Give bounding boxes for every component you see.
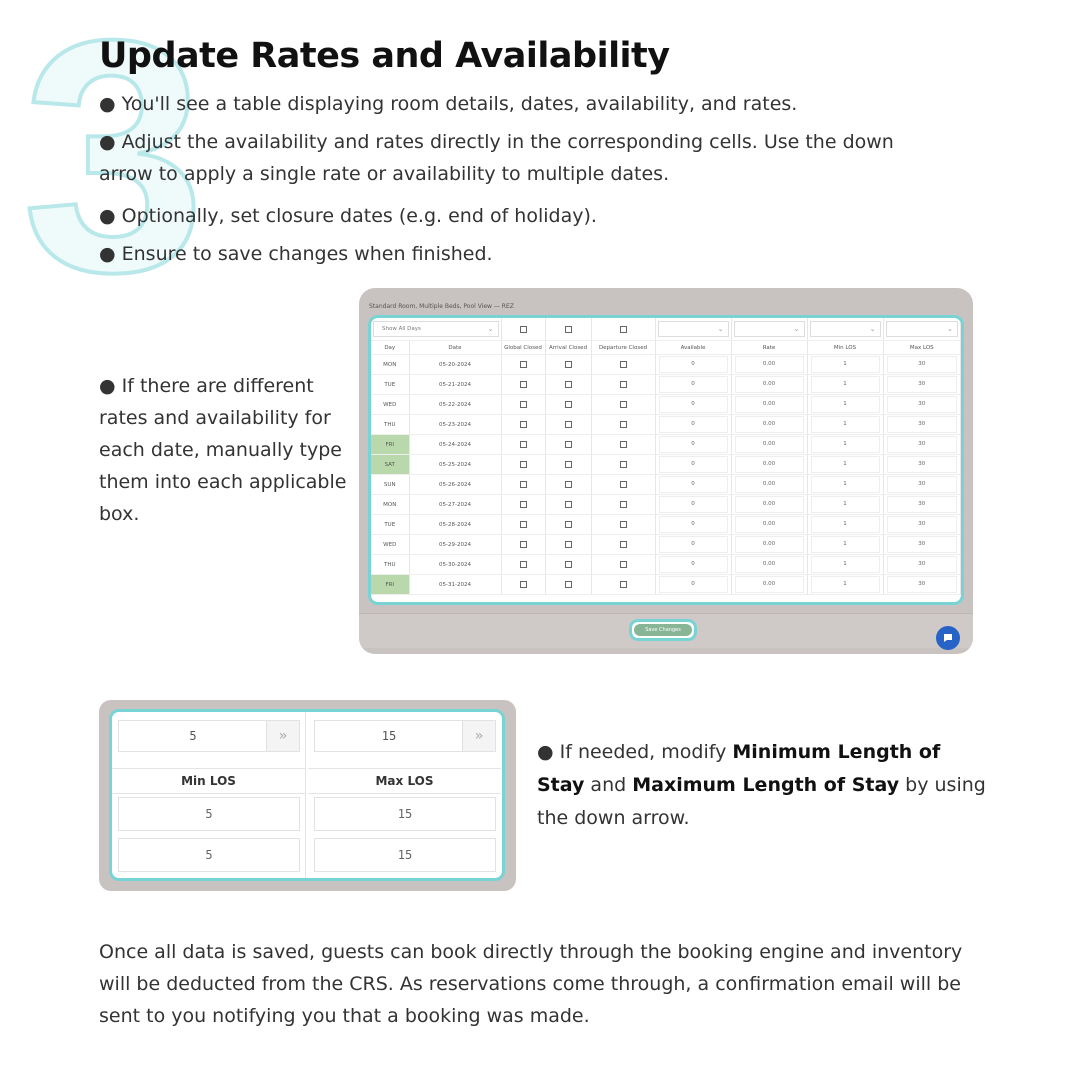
arrival-closed-checkbox[interactable] — [565, 481, 572, 488]
departure-closed-checkbox[interactable] — [620, 441, 627, 448]
available-bulk-select[interactable] — [658, 321, 729, 337]
bullet-save-changes: ● Ensure to save changes when finished. — [99, 243, 493, 265]
min-los-input[interactable]: 1 — [811, 496, 880, 513]
arrival-closed-checkbox[interactable] — [565, 381, 572, 388]
departure-closed-checkbox[interactable] — [620, 541, 627, 548]
max-los-header: Max LOS — [308, 768, 501, 794]
date-cell: 05-27-2024 — [409, 495, 501, 515]
day-cell: SUN — [371, 475, 409, 495]
max-los-input[interactable]: 15 — [314, 838, 496, 872]
min-los-column — [112, 712, 306, 881]
global-closed-checkbox[interactable] — [520, 361, 527, 368]
max-los-input[interactable]: 30 — [887, 396, 957, 413]
date-cell: 05-21-2024 — [409, 375, 501, 395]
day-filter-select[interactable]: Show All Days ⌄ — [373, 321, 499, 337]
rate-bulk-select[interactable] — [734, 321, 805, 337]
col-header-arrival-closed: Arrival Closed — [545, 341, 591, 355]
chevron-down-icon: ⌄ — [717, 325, 724, 333]
min-los-select[interactable]: 5 » — [118, 720, 300, 752]
departure-closed-checkbox[interactable] — [620, 361, 627, 368]
bullet-manual-entry: ● If there are different rates and availability for each date, manually type them into each applicable box. — [99, 375, 347, 525]
arrival-closed-checkbox[interactable] — [565, 401, 572, 408]
max-los-select[interactable]: 15 » — [314, 720, 496, 752]
table-row — [371, 355, 961, 375]
min-los-input[interactable]: 1 — [811, 476, 880, 493]
min-los-input[interactable]: 1 — [811, 516, 880, 533]
max-los-input[interactable]: 30 — [887, 556, 957, 573]
rates-table-highlight — [368, 315, 964, 605]
max-los-input[interactable]: 30 — [887, 356, 957, 373]
rate-input[interactable]: 0.00 — [735, 556, 804, 573]
col-header-max-los: Max LOS — [883, 341, 960, 355]
min-los-input[interactable]: 1 — [811, 436, 880, 453]
table-row — [371, 375, 961, 395]
rate-input[interactable]: 0.00 — [735, 516, 804, 533]
arrival-closed-checkbox[interactable] — [565, 521, 572, 528]
rates-table — [371, 318, 961, 595]
date-cell: 05-24-2024 — [409, 435, 501, 455]
available-input[interactable]: 0 — [659, 356, 728, 373]
day-cell: FRI — [371, 435, 409, 455]
bullet-table-overview: ● You'll see a table displaying room details, dates, availability, and rates. — [99, 93, 798, 115]
max-los-input[interactable]: 30 — [887, 376, 957, 393]
date-cell: 05-31-2024 — [409, 575, 501, 595]
day-cell: THU — [371, 555, 409, 575]
double-chevron-down-icon[interactable]: » — [266, 721, 299, 751]
available-input[interactable]: 0 — [659, 436, 728, 453]
departure-closed-checkbox[interactable] — [620, 501, 627, 508]
rate-input[interactable]: 0.00 — [735, 476, 804, 493]
available-input[interactable]: 0 — [659, 416, 728, 433]
departure-closed-checkbox[interactable] — [620, 561, 627, 568]
min-los-input[interactable]: 1 — [811, 556, 880, 573]
departure-closed-checkbox[interactable] — [620, 521, 627, 528]
col-header-rate: Rate — [731, 341, 807, 355]
table-row — [371, 455, 961, 475]
min-los-input[interactable]: 1 — [811, 356, 880, 373]
arrival-closed-checkbox[interactable] — [565, 561, 572, 568]
los-zoom-highlight — [109, 709, 505, 881]
arrival-closed-all-checkbox[interactable] — [565, 326, 572, 333]
day-cell: WED — [371, 395, 409, 415]
arrival-closed-checkbox[interactable] — [565, 581, 572, 588]
table-row — [371, 495, 961, 515]
rate-input[interactable]: 0.00 — [735, 496, 804, 513]
closing-paragraph: Once all data is saved, guests can book directly through the booking engine and inventory will be deducted from the CRS. As reservations come through, a confirmation email will be sent to you notifying you that a booking was made. — [99, 941, 963, 1027]
max-los-input[interactable]: 30 — [887, 516, 957, 533]
departure-closed-checkbox[interactable] — [620, 461, 627, 468]
arrival-closed-checkbox[interactable] — [565, 441, 572, 448]
table-row — [371, 515, 961, 535]
arrival-closed-checkbox[interactable] — [565, 461, 572, 468]
chat-button[interactable] — [936, 626, 960, 650]
date-cell: 05-20-2024 — [409, 355, 501, 375]
min-los-input[interactable]: 1 — [811, 416, 880, 433]
arrival-closed-checkbox[interactable] — [565, 421, 572, 428]
arrival-closed-checkbox[interactable] — [565, 501, 572, 508]
bullet-adjust-cells: ● Adjust the availability and rates directly in the corresponding cells. Use the down arrow to apply a single rate or availability to multiple dates. — [99, 131, 894, 185]
min-los-input[interactable]: 5 — [118, 838, 300, 872]
global-closed-all-checkbox[interactable] — [520, 326, 527, 333]
day-cell: MON — [371, 495, 409, 515]
global-closed-checkbox[interactable] — [520, 521, 527, 528]
global-closed-checkbox[interactable] — [520, 401, 527, 408]
departure-closed-checkbox[interactable] — [620, 481, 627, 488]
table-row — [371, 415, 961, 435]
max-los-input[interactable]: 30 — [887, 436, 957, 453]
available-input[interactable]: 0 — [659, 516, 728, 533]
day-cell: WED — [371, 535, 409, 555]
global-closed-checkbox[interactable] — [520, 581, 527, 588]
day-cell: MON — [371, 355, 409, 375]
available-input[interactable]: 0 — [659, 456, 728, 473]
min-los-input[interactable]: 1 — [811, 376, 880, 393]
table-row — [371, 435, 961, 455]
save-changes-highlight — [629, 619, 697, 641]
rates-table-screenshot — [359, 288, 973, 654]
max-los-input[interactable]: 30 — [887, 456, 957, 473]
double-chevron-down-icon[interactable]: » — [462, 721, 495, 751]
rate-input[interactable]: 0.00 — [735, 376, 804, 393]
day-cell: FRI — [371, 575, 409, 595]
departure-closed-checkbox[interactable] — [620, 401, 627, 408]
min-los-header: Min LOS — [112, 768, 305, 794]
bullet-los-instructions: ● If needed, modify Minimum Length of Stay and Maximum Length of Stay by using the down arrow. — [537, 741, 986, 829]
max-los-input[interactable]: 30 — [887, 416, 957, 433]
rate-input[interactable]: 0.00 — [735, 536, 804, 553]
col-header-departure-closed: Departure Closed — [591, 341, 655, 355]
col-header-global-closed: Global Closed — [501, 341, 545, 355]
arrival-closed-checkbox[interactable] — [565, 541, 572, 548]
page-title: Update Rates and Availability — [99, 36, 670, 76]
chevron-down-icon: ⌄ — [793, 325, 800, 333]
rate-input[interactable]: 0.00 — [735, 356, 804, 373]
date-cell: 05-28-2024 — [409, 515, 501, 535]
rate-input[interactable]: 0.00 — [735, 436, 804, 453]
departure-closed-checkbox[interactable] — [620, 381, 627, 388]
min-los-input[interactable]: 1 — [811, 456, 880, 473]
available-input[interactable]: 0 — [659, 556, 728, 573]
min-los-bulk-select[interactable] — [810, 321, 881, 337]
available-input[interactable]: 0 — [659, 536, 728, 553]
min-los-input[interactable]: 1 — [811, 536, 880, 553]
available-input[interactable]: 0 — [659, 396, 728, 413]
day-cell: TUE — [371, 515, 409, 535]
day-cell: TUE — [371, 375, 409, 395]
departure-closed-checkbox[interactable] — [620, 581, 627, 588]
date-cell: 05-29-2024 — [409, 535, 501, 555]
rate-input[interactable]: 0.00 — [735, 416, 804, 433]
date-cell: 05-22-2024 — [409, 395, 501, 415]
available-input[interactable]: 0 — [659, 476, 728, 493]
rate-input[interactable]: 0.00 — [735, 576, 804, 593]
rate-input[interactable]: 0.00 — [735, 456, 804, 473]
chevron-down-icon: ⌄ — [487, 325, 494, 333]
arrival-closed-checkbox[interactable] — [565, 361, 572, 368]
day-cell: THU — [371, 415, 409, 435]
table-row — [371, 555, 961, 575]
los-zoom-screenshot — [99, 700, 516, 891]
global-closed-checkbox[interactable] — [520, 541, 527, 548]
global-closed-checkbox[interactable] — [520, 421, 527, 428]
date-cell: 05-30-2024 — [409, 555, 501, 575]
chat-icon — [942, 632, 954, 644]
chevron-down-icon: ⌄ — [947, 325, 953, 333]
room-title: Standard Room, Multiple Beds, Pool View — REZ — [369, 303, 514, 310]
global-closed-checkbox[interactable] — [520, 501, 527, 508]
col-header-date: Date — [409, 341, 501, 355]
chevron-down-icon: ⌄ — [869, 325, 876, 333]
global-closed-checkbox[interactable] — [520, 441, 527, 448]
table-row — [371, 475, 961, 495]
max-los-input[interactable]: 30 — [887, 496, 957, 513]
min-los-input[interactable]: 1 — [811, 576, 880, 593]
day-cell: SAT — [371, 455, 409, 475]
min-los-input[interactable]: 1 — [811, 396, 880, 413]
global-closed-checkbox[interactable] — [520, 381, 527, 388]
max-los-bulk-select[interactable] — [886, 321, 958, 337]
bullet-closure-dates: ● Optionally, set closure dates (e.g. end of holiday). — [99, 205, 597, 227]
date-cell: 05-26-2024 — [409, 475, 501, 495]
col-header-min-los: Min LOS — [807, 341, 883, 355]
svg-text:3: 3 — [22, 0, 206, 340]
available-input[interactable]: 0 — [659, 496, 728, 513]
date-cell: 05-25-2024 — [409, 455, 501, 475]
max-los-column — [308, 712, 501, 881]
save-changes-button[interactable]: Save Changes — [634, 624, 692, 636]
max-los-input[interactable]: 30 — [887, 576, 957, 593]
global-closed-checkbox[interactable] — [520, 481, 527, 488]
col-header-available: Available — [655, 341, 731, 355]
max-los-input[interactable]: 30 — [887, 536, 957, 553]
departure-closed-all-checkbox[interactable] — [620, 326, 627, 333]
col-header-day: Day — [371, 341, 409, 355]
global-closed-checkbox[interactable] — [520, 561, 527, 568]
rate-input[interactable]: 0.00 — [735, 396, 804, 413]
available-input[interactable]: 0 — [659, 576, 728, 593]
table-row — [371, 575, 961, 595]
table-row — [371, 535, 961, 555]
global-closed-checkbox[interactable] — [520, 461, 527, 468]
max-los-input[interactable]: 30 — [887, 476, 957, 493]
departure-closed-checkbox[interactable] — [620, 421, 627, 428]
available-input[interactable]: 0 — [659, 376, 728, 393]
min-los-input[interactable]: 5 — [118, 797, 300, 831]
table-row — [371, 395, 961, 415]
date-cell: 05-23-2024 — [409, 415, 501, 435]
max-los-input[interactable]: 15 — [314, 797, 496, 831]
